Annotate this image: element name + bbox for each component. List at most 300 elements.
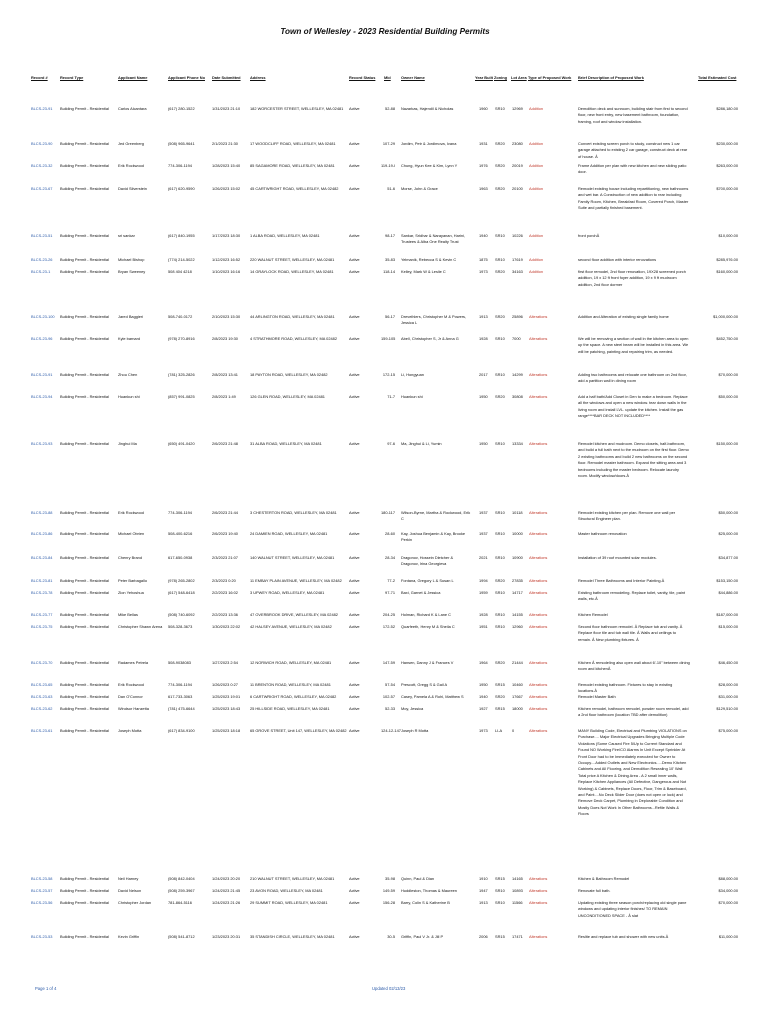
cell-lot-area: 27835	[512, 578, 523, 583]
cell-address: 44 ARLINGTON ROAD, WELLESLEY, MA 02481	[250, 314, 335, 319]
cell-lot-area: 17619	[512, 257, 523, 262]
cell-owner-name: Fontana, Gregory L & Susan L	[401, 578, 454, 583]
cell-mbl: 30-5	[387, 934, 395, 939]
cell-type-of-work: Addition	[529, 141, 544, 146]
cell-mbl: 52-88	[385, 106, 395, 111]
cell-applicant-phone: (508) 740-6092	[168, 612, 195, 617]
cell-year-built: 1964	[479, 660, 488, 665]
cell-lot-area: 14165	[512, 876, 523, 881]
cell-total-cost: $50,000.00	[718, 394, 738, 399]
cell-mbl: 172-52	[382, 624, 395, 629]
col-header-type-of-work: Type of Proposed Work	[528, 75, 572, 80]
cell-date-submitted: 1/24/2023 21:26	[212, 900, 241, 905]
cell-record-status: Active	[349, 257, 360, 262]
cell-description: Kitchen & Bathroom Remodel	[578, 876, 630, 881]
cell-zoning: SR10	[495, 233, 505, 238]
table-row	[0, 590, 770, 602]
cell-date-submitted: 1/25/2023 19:01	[212, 694, 241, 699]
cell-mbl: 57-54	[385, 682, 395, 687]
cell-mbl: 98-17	[385, 233, 395, 238]
cell-owner-name: Chung, Hyun Kee & Kim, Lynn Y	[401, 163, 458, 168]
cell-record: BLCS-23-53	[31, 934, 53, 939]
cell-lot-area: 30808	[512, 394, 523, 399]
cell-mbl: 35-98	[385, 876, 395, 881]
table-row	[0, 372, 770, 384]
cell-type-of-work: Alterations	[529, 660, 548, 665]
document-title: Town of Wellesley - 2023 Residential Building Permits	[280, 27, 490, 36]
cell-record: BLCS-23-81	[31, 578, 53, 583]
cell-date-submitted: 1/24/2023 20:20	[212, 876, 241, 881]
cell-year-built: 1875	[479, 257, 488, 262]
col-header-record-status: Record Status	[349, 75, 376, 80]
cell-owner-name: Hansen, Danny J & Frances V	[401, 660, 454, 665]
cell-lot-area: 14717	[512, 590, 523, 595]
cell-record: BLCS-23-100	[31, 314, 55, 319]
cell-zoning: SR20	[495, 269, 505, 274]
cell-mbl: 35-83	[385, 257, 395, 262]
cell-address: 11 BRENTON ROAD, WELLESLEY, MA 02481	[250, 682, 331, 687]
cell-record-type: Building Permit - Residential	[60, 706, 109, 711]
cell-zoning: SR10	[495, 555, 505, 560]
cell-record-status: Active	[349, 336, 360, 341]
cell-record-status: Active	[349, 141, 360, 146]
cell-total-cost: $46,450.00	[718, 660, 738, 665]
cell-applicant-phone: 774-306-1194	[168, 682, 192, 687]
cell-year-built: 1940	[479, 694, 488, 699]
cell-record-type: Building Permit - Residential	[60, 555, 109, 560]
cell-address: 24 DAMIEN ROAD, WELLESLEY, MA 02481	[250, 531, 328, 536]
cell-address: 4 STRATHMORE ROAD, WELLESLEY, MA 02482	[250, 336, 337, 341]
cell-record-type: Building Permit - Residential	[60, 336, 109, 341]
cell-description: Kitchen remodel, bathroom remodel, powder room remodel, add a 2nd floor bathroom (location TBD after demolition)	[578, 706, 689, 718]
cell-zoning: SR10	[495, 441, 505, 446]
cell-type-of-work: Alterations	[529, 531, 548, 536]
cell-date-submitted: 2/1/2023 21:30	[212, 141, 238, 146]
cell-total-cost: $129,510.00	[716, 706, 738, 711]
cell-type-of-work: Alterations	[529, 876, 548, 881]
table-row	[0, 934, 770, 939]
cell-date-submitted: 2/2/2023 16:02	[212, 590, 238, 595]
table-row	[0, 233, 770, 245]
cell-record-type: Building Permit - Residential	[60, 163, 109, 168]
cell-description: Reslite and replace tub and shower with new units.Â	[578, 934, 669, 939]
cell-record: BLCS-23-26	[31, 257, 53, 262]
cell-owner-name: Kelley, Mark W & Leslie C	[401, 269, 446, 274]
cell-applicant-phone: (508) 842-0404	[168, 876, 195, 881]
table-row	[0, 624, 770, 642]
cell-type-of-work: Alterations	[529, 934, 548, 939]
cell-record-type: Building Permit - Residential	[60, 372, 109, 377]
cell-zoning: SR10	[495, 900, 505, 905]
cell-record-status: Active	[349, 233, 360, 238]
cell-applicant-name: Jed Greenberg	[118, 141, 144, 146]
cell-mbl: 119-19-I	[381, 163, 396, 168]
table-row	[0, 660, 770, 672]
cell-record-status: Active	[349, 900, 360, 905]
col-header-address: Address	[250, 75, 266, 80]
col-header-zoning: Zoning	[494, 75, 507, 80]
cell-mbl: 107-29	[382, 141, 395, 146]
cell-mbl: 180-117	[381, 510, 395, 515]
cell-year-built: 1928	[479, 612, 488, 617]
cell-mbl: 159-105	[381, 336, 396, 341]
cell-date-submitted: 2/6/2023 21:44	[212, 510, 238, 515]
page-number: Page 1 of 4	[35, 986, 57, 991]
cell-applicant-phone: 508-328-3673	[168, 624, 193, 629]
cell-record: BLCS-23-56	[31, 900, 53, 905]
cell-date-submitted: 1/23/2023 20:31	[212, 934, 241, 939]
table-row	[0, 269, 770, 287]
cell-applicant-phone: (617) 548-6418	[168, 590, 195, 595]
cell-record: BLCS-23-67	[31, 186, 53, 191]
cell-year-built: 1963	[479, 186, 488, 191]
cell-type-of-work: Addition	[529, 186, 544, 191]
cell-description: Adding two bathrooms and relocate one bathroom on 2nd floor, add a partition wall in dining room	[578, 372, 687, 384]
cell-description: Remodel Master Bath	[578, 694, 616, 699]
table-row	[0, 578, 770, 583]
cell-record: BLCS-23-1	[31, 269, 51, 274]
cell-record: BLCS-23-75	[31, 624, 53, 629]
cell-address: 210 WALNUT STREET, WELLESLEY, MA 02481	[250, 876, 335, 881]
cell-applicant-name: sri sankar	[118, 233, 135, 238]
cell-applicant-name: Joseph Mottа	[118, 728, 142, 733]
cell-date-submitted: 1/26/2023 0:27	[212, 682, 238, 687]
cell-lot-area: 10460	[512, 682, 523, 687]
cell-record: BLCS-23-58	[31, 876, 53, 881]
cell-record-status: Active	[349, 590, 360, 595]
cell-record-type: Building Permit - Residential	[60, 590, 109, 595]
cell-record-status: Active	[349, 578, 360, 583]
cell-lot-area: 17667	[512, 694, 523, 699]
cell-lot-area: 18000	[512, 706, 523, 711]
cell-mbl: 71-7	[387, 394, 395, 399]
cell-zoning: SR10	[495, 531, 505, 536]
cell-applicant-phone: 781-864-5116	[168, 900, 192, 905]
cell-record-type: Building Permit - Residential	[60, 394, 109, 399]
cell-lot-area: 13334	[512, 441, 523, 446]
cell-mbl: 124-12-147	[381, 728, 401, 733]
table-row	[0, 141, 770, 159]
cell-applicant-name: Chenry Brand	[118, 555, 143, 560]
cell-record-status: Active	[349, 510, 360, 515]
table-row	[0, 555, 770, 567]
table-row	[0, 257, 770, 262]
cell-record-type: Building Permit - Residential	[60, 612, 109, 617]
cell-mbl: 97-6	[387, 441, 395, 446]
cell-record-type: Building Permit - Residential	[60, 141, 109, 146]
cell-record-type: Building Permit - Residential	[60, 888, 109, 893]
cell-owner-name: Barry, Colin S & Katherine B	[401, 900, 450, 905]
cell-record: BLCS-23-91	[31, 372, 53, 377]
cell-owner-name: Sankar, Sridhar & Narayanan, Harini, Trustees & Alba One Realty Trust	[401, 233, 466, 245]
cell-applicant-name: David Silverstein	[118, 186, 147, 191]
cell-applicant-name: Mike Bellas	[118, 612, 138, 617]
cell-lot-area: 34163	[512, 269, 523, 274]
cell-year-built: 1928	[479, 336, 488, 341]
cell-mbl: 204-25	[382, 612, 395, 617]
cell-address: 3 UPWEY ROAD, WELLESLEY, MA 02481	[250, 590, 325, 595]
cell-owner-name: Yelmanik, Rebecca S & Kevin C	[401, 257, 457, 262]
cell-address: 42 HALSEY AVENUE, WELLESLEY, MA 02482	[250, 624, 332, 629]
cell-description: Remodel kitchen and mudroom. Demo closets, half-bathroom, and build a full bath next to the mudroom on the first floor. Demo 2 existing bathrooms and build 2 new bathrooms on the second floor. Remodel master bathroom. Expand the sitting area and 3 bedrooms including the master bedroom. Relocate laundry room. Modify window/doors.Â	[578, 441, 689, 479]
cell-address: 6 CARTWRIGHT ROAD, WELLESLEY, MA 02482	[250, 694, 337, 699]
cell-mbl: 149-59	[382, 888, 395, 893]
cell-zoning: SR20	[495, 578, 505, 583]
cell-record-type: Building Permit - Residential	[60, 900, 109, 905]
cell-applicant-phone: (617) 834-9100	[168, 728, 195, 733]
cell-total-cost: $286,180.00	[716, 106, 738, 111]
cell-lot-area: 7000	[512, 336, 521, 341]
cell-lot-area: 21444	[512, 660, 523, 665]
cell-year-built: 1951	[479, 624, 488, 629]
col-header-year-built: Year Built	[475, 75, 493, 80]
cell-applicant-phone: 774-306-1194	[168, 163, 192, 168]
table-row	[0, 728, 770, 817]
cell-type-of-work: Addition	[529, 106, 544, 111]
cell-record-status: Active	[349, 624, 360, 629]
cell-record: BLCS-23-91	[31, 106, 53, 111]
cell-description: Installation of 39 roof mounted solar modules.	[578, 555, 657, 560]
cell-date-submitted: 1/28/2023 15:40	[212, 163, 241, 168]
cell-date-submitted: 1/10/2023 16:16	[212, 269, 241, 274]
cell-mbl: 28-34	[385, 555, 395, 560]
cell-year-built: 1931	[479, 141, 488, 146]
cell-mbl: 156-28	[382, 900, 395, 905]
cell-record-status: Active	[349, 728, 360, 733]
cell-record-status: Active	[349, 441, 360, 446]
cell-type-of-work: Alterations	[529, 394, 548, 399]
cell-owner-name: Kay, Joshua Benjamin & Kay, Brooke Perkin	[401, 531, 466, 543]
cell-total-cost: $44,886.00	[718, 590, 738, 595]
cell-owner-name: Griffin, Paul V Jr. & Jill P	[401, 934, 444, 939]
cell-year-built: 1937	[479, 531, 488, 536]
table-row	[0, 336, 770, 354]
cell-mbl: 51-6	[387, 186, 395, 191]
cell-record-type: Building Permit - Residential	[60, 728, 109, 733]
cell-owner-name: Quarfeeth, Henry M & Sheila C	[401, 624, 455, 629]
cell-description: Existing bathroom remodeling. Replace toilet, vanity, tile, paint walls, etc.Â	[578, 590, 685, 602]
cell-record-type: Building Permit - Residential	[60, 624, 109, 629]
cell-year-built: 1960	[479, 106, 488, 111]
cell-owner-name: Wilson-Byrne, Martha & Rockwood, Erik C	[401, 510, 471, 522]
cell-record: BLCS-23-57	[31, 888, 53, 893]
cell-record-type: Building Permit - Residential	[60, 934, 109, 939]
table-row	[0, 888, 770, 893]
cell-total-cost: $187,000.00	[716, 612, 738, 617]
cell-address: 29 SUMMIT ROAD, WELLESLEY, MA 02481	[250, 900, 328, 905]
cell-type-of-work: Alterations	[529, 888, 548, 893]
cell-type-of-work: Alterations	[529, 706, 548, 711]
cell-lot-area: 10226	[512, 233, 523, 238]
cell-zoning: SR15	[495, 682, 505, 687]
cell-type-of-work: Alterations	[529, 314, 548, 319]
cell-record: BLCS-23-63	[31, 694, 53, 699]
cell-total-cost: $34,000.00	[718, 888, 738, 893]
cell-type-of-work: Alterations	[529, 510, 548, 515]
cell-zoning: SR15	[495, 876, 505, 881]
cell-description: Remodel existing bathroom. Fixtures to stay in existing locations.Â	[578, 682, 673, 694]
table-row	[0, 612, 770, 617]
cell-lot-area: 10900	[512, 555, 523, 560]
col-header-applicant-phone: Applicant Phone No	[168, 75, 205, 80]
cell-date-submitted: 1/30/2023 22:02	[212, 624, 241, 629]
cell-owner-name: Li, Hongyuan	[401, 372, 424, 377]
cell-lot-area: 20019	[512, 163, 523, 168]
table-row	[0, 163, 770, 175]
col-header-description: Brief Description of Proposed Work	[578, 75, 644, 80]
cell-date-submitted: 2/6/2023 21:48	[212, 441, 238, 446]
cell-applicant-phone: (781) 475-6644	[168, 706, 195, 711]
cell-description: front porchÂ	[578, 233, 600, 238]
cell-applicant-phone: (774) 214-5022	[168, 257, 195, 262]
cell-record-status: Active	[349, 660, 360, 665]
cell-applicant-name: Carlos Alcantara	[118, 106, 147, 111]
cell-record-status: Active	[349, 163, 360, 168]
cell-date-submitted: 1/25/2023 18:43	[212, 706, 241, 711]
cell-applicant-phone: (650) 491-0420	[168, 441, 195, 446]
cell-zoning: SR10	[495, 888, 505, 893]
table-row	[0, 186, 770, 211]
cell-total-cost: $11,000.00	[718, 934, 738, 939]
cell-date-submitted: 2/8/2023 19:30	[212, 336, 238, 341]
cell-lot-area: 25896	[512, 314, 523, 319]
cell-address: 126 GLEN ROAD, WELLESLEY, MA 02481	[250, 394, 325, 399]
cell-record-status: Active	[349, 531, 360, 536]
cell-date-submitted: 1/17/2023 18:30	[212, 233, 241, 238]
cell-owner-name: Dragonov, Hossein Dletcher & Dragonov, Irina Georgieva	[401, 555, 454, 567]
cell-record: BLCS-23-94	[31, 394, 53, 399]
cell-applicant-phone: (978) 270-8916	[168, 336, 195, 341]
cell-total-cost: $10,000.00	[718, 233, 738, 238]
cell-owner-name: Quinn, Paul & Dian	[401, 876, 435, 881]
cell-total-cost: $88,000.00	[718, 876, 738, 881]
cell-applicant-name: Erik Rockwood	[118, 163, 144, 168]
cell-total-cost: $25,000.00	[718, 531, 738, 536]
col-header-date-submitted: Date Submitted	[212, 75, 241, 80]
cell-type-of-work: Addition	[529, 233, 544, 238]
cell-total-cost: $452,750.00	[716, 336, 738, 341]
cell-year-built: 1913	[479, 314, 488, 319]
cell-total-cost: $700,000.00	[716, 186, 738, 191]
cell-record-status: Active	[349, 269, 360, 274]
cell-year-built: 2021	[479, 555, 488, 560]
cell-total-cost: $28,000.00	[718, 682, 738, 687]
cell-year-built: 1950	[479, 441, 488, 446]
cell-zoning: SR20	[495, 694, 505, 699]
cell-record-status: Active	[349, 876, 360, 881]
cell-year-built: 2017	[479, 372, 488, 377]
cell-address: 140 WALNUT STREET, WELLESLEY, MA 02481	[250, 555, 335, 560]
table-row	[0, 394, 770, 419]
cell-date-submitted: 2/10/2023 15:30	[212, 314, 241, 319]
cell-record-type: Building Permit - Residential	[60, 441, 109, 446]
cell-address: 182 WORCESTER STREET, WELLESLEY, MA 02481	[250, 106, 344, 111]
cell-record-type: Building Permit - Residential	[60, 186, 109, 191]
cell-mbl: 172-15	[382, 372, 395, 377]
cell-record: BLCS-23-65	[31, 682, 53, 687]
cell-type-of-work: Alterations	[529, 555, 548, 560]
cell-total-cost: $70,000.00	[718, 372, 738, 377]
cell-lot-area: 10893	[512, 888, 523, 893]
cell-total-cost: $31,000.00	[718, 694, 738, 699]
cell-owner-name: Nazarkas, Hajendil & Nicholas	[401, 106, 454, 111]
cell-record: BLCS-23-88	[31, 510, 53, 515]
cell-lot-area: 12960	[512, 624, 523, 629]
cell-year-built: 1937	[479, 510, 488, 515]
cell-record-type: Building Permit - Residential	[60, 510, 109, 515]
col-header-mbl: Mbl	[384, 75, 391, 80]
cell-lot-area: 10000	[512, 531, 523, 536]
cell-type-of-work: Alterations	[529, 441, 548, 446]
cell-record-status: Active	[349, 394, 360, 399]
cell-zoning: SR10	[495, 510, 505, 515]
cell-address: 18 PAYTON ROAD, WELLESLEY, MA 02482	[250, 372, 328, 377]
cell-zoning: SR15	[495, 706, 505, 711]
col-header-record: Record #	[31, 75, 48, 80]
cell-applicant-name: Neil Harney	[118, 876, 139, 881]
cell-applicant-name: Erik Rockwood	[118, 682, 144, 687]
cell-year-built: 1959	[479, 590, 488, 595]
cell-record: BLCS-23-62	[31, 706, 53, 711]
cell-type-of-work: Addition	[529, 269, 544, 274]
cell-applicant-phone: 774-306-1194	[168, 510, 192, 515]
cell-total-cost: $160,000.00	[716, 269, 738, 274]
cell-owner-name: Casey, Pamela A & Rohl, Matthew S	[401, 694, 464, 699]
cell-applicant-phone: (978) 265-2802	[168, 578, 195, 583]
cell-zoning: SR20	[495, 660, 505, 665]
cell-applicant-phone: (857) 991-0825	[168, 394, 195, 399]
cell-type-of-work: Alterations	[529, 336, 548, 341]
cell-owner-name: Huddleston, Thomas & Maureen	[401, 888, 457, 893]
cell-description: We will be removing a section of wall in the kitchen area to open up the space. A new steel beam will be installed in this area. We will be patching, painting and repairing trim, as needed.	[578, 336, 689, 354]
cell-record-type: Building Permit - Residential	[60, 682, 109, 687]
cell-record-status: Active	[349, 612, 360, 617]
cell-description: MANY Building Code, Electrical and Plumbing VIOLATIONS on Purchase.... Major Electrical Upgrades Bringing Multiple Code Violations (Some Caused Fire 5/Up to Current Standard and Found NO Working Fire/CO Alarms In Unit Except Sprinkler At Front Door had to be Immediately executed for Owner to Occupy....Added Outlets and New Electronics.....Demo Kitchen Cabinets and All Flooring, and Demolition Resealing 10' Wall Total price A Kitchen & Dining Area - A 2 small inner walls, Replace Kitchen Appliances (All Defective, Dangerous and Not Working) & Cabinets, Replace Doors, Floor, Trim & Baseboard, and Paint....No Deck Slider Door (does not open or lock) and Remove Deck Carpet, Plumbing in Deplorable Condition and Mostly Does Not Work In Other Bathrooms...Refile Walls & Floors	[578, 728, 687, 817]
cell-zoning: SR20	[495, 314, 505, 319]
cell-record-status: Active	[349, 555, 360, 560]
cell-record: BLCS-23-77	[31, 612, 53, 617]
cell-date-submitted: 1/27/2023 2:54	[212, 660, 238, 665]
cell-total-cost: $50,000.00	[718, 510, 738, 515]
cell-record-type: Building Permit - Residential	[60, 694, 109, 699]
cell-record-type: Building Permit - Residential	[60, 106, 109, 111]
table-row	[0, 106, 770, 124]
cell-applicant-phone: (508) 541-8712	[168, 934, 195, 939]
col-header-owner-name: Owner Name	[401, 75, 425, 80]
cell-description: Frame Addition per plan with new kitchen and new sliding patio door.	[578, 163, 687, 175]
cell-total-cost: $150,000.00	[716, 441, 738, 446]
cell-description: Kitchen Remodel	[578, 612, 608, 617]
cell-total-cost: $263,000.00	[716, 163, 738, 168]
cell-zoning: SR10	[495, 590, 505, 595]
cell-applicant-name: Bryan Sweeney	[118, 269, 146, 274]
cell-year-built: 1910	[479, 876, 488, 881]
cell-zoning: SR10	[495, 612, 505, 617]
cell-applicant-name: Kyle barnard	[118, 336, 141, 341]
cell-description: Updating existing three season porch/replacing old single pane windows and updating interior finishes/ TO REMAIN UNCONDITIONED SPACE - Â slat	[578, 900, 687, 918]
cell-owner-name: Baxi, Garnet & Jessica	[401, 590, 441, 595]
cell-type-of-work: Alterations	[529, 578, 548, 583]
cell-applicant-phone: (781) 325-2826	[168, 372, 195, 377]
cell-address: 1 ALBA ROAD, WELLESLEY, MA 02481	[250, 233, 320, 238]
cell-record-status: Active	[349, 682, 360, 687]
cell-type-of-work: Alterations	[529, 590, 548, 595]
cell-zoning: SR10	[495, 372, 505, 377]
cell-address: 12 NORWICH ROAD, WELLESLEY, MA 02481	[250, 660, 332, 665]
cell-total-cost: $75,000.00	[718, 728, 738, 733]
cell-type-of-work: Alterations	[529, 624, 548, 629]
cell-mbl: 52-33	[385, 706, 395, 711]
